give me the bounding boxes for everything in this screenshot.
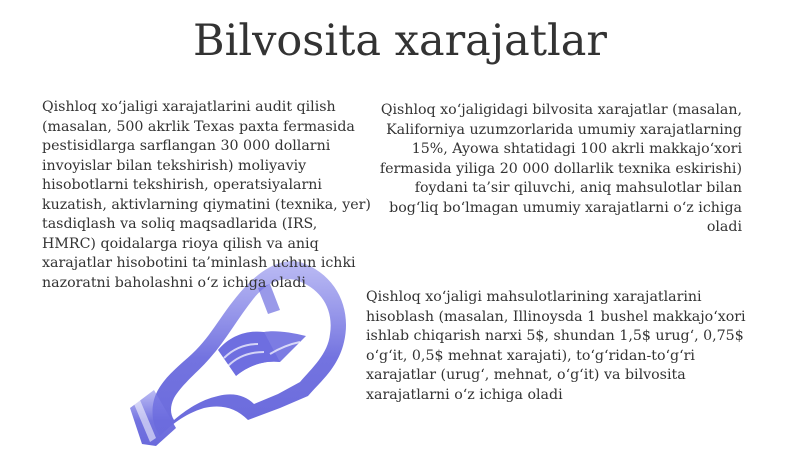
left-text-block: Qishloq xo‘jaligi xarajatlarini audit qilish (masalan, 500 akrlik Texas paxta fermasida pestisidlarga sarflangan 30 000 dollarni invoyislar bilan tekshirish) moliyaviy hisobotlarni tekshirish, operatsiyalarni kuzatish, aktivlarning qiymatini (texnika, yer) tasdiqlash va soliq maqsadlarida (IRS, HMRC) qoidalarga rioya qilish va aniq xarajatlar hisobotini ta’minlash uchun ichki nazoratni baholashni o‘z ichiga oladi (42, 99, 371, 291)
slide-title: Bilvosita xarajatlar (193, 16, 607, 66)
right-text-block: Qishloq xo‘jaligidagi bilvosita xarajatlar (masalan, Kaliforniya uzumzorlarida umumiy xarajatlarning 15%, Ayowa shtatidagi 100 akrli makkajo‘xori fermasida yiliga 20 000 dollarlik texnika eskirishi) foydani ta’sir qiluvchi, aniq mahsulotlar bilan bog‘liq bo‘lmagan umumiy xarajatlarni o‘z ichiga oladi (379, 102, 742, 235)
bottom-text-block: Qishloq xo‘jaligi mahsulotlarining xarajatlarini hisoblash (masalan, Illinoysda 1 bushel makkajo‘xori ishlab chiqarish narxi 5$, shundan 1,5$ urug‘, 0,75$ o‘g‘it, 0,5$ mehnat xarajati), to‘g‘ridan-to‘g‘ri xarajatlar (urug‘, mehnat, o‘g‘it) va bilvosita xarajatlarni o‘z ichiga oladi (366, 289, 746, 403)
book-shape (218, 284, 306, 376)
